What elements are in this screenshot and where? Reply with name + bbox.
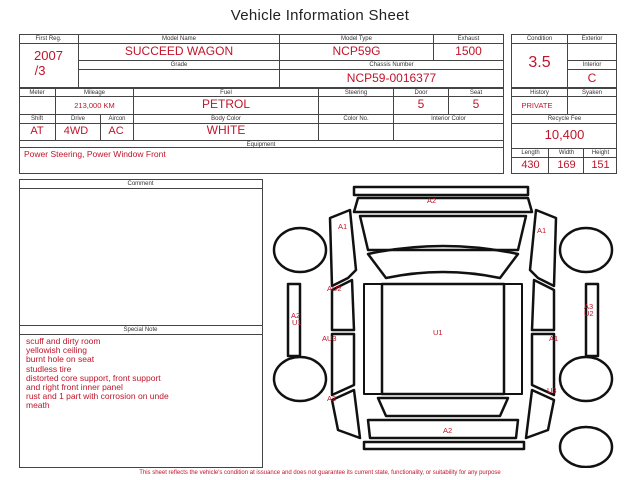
first-reg-year-value: 2007	[34, 48, 63, 63]
color-no-label: Color No.	[343, 116, 369, 122]
width-label: Width	[558, 150, 575, 156]
length-label: Length	[521, 150, 540, 156]
mileage-label: Mileage	[83, 90, 105, 96]
damage-mark-front-bumper: A2	[427, 196, 437, 205]
damage-mark-right-rocker-a: A3	[584, 302, 594, 311]
history-value: PRIVATE	[521, 101, 553, 110]
body-color-value: WHITE	[206, 123, 246, 137]
equipment-value: Power Steering, Power Window Front	[24, 149, 166, 159]
special-note-label: Special Note	[123, 327, 158, 333]
drive-value: 4WD	[63, 125, 89, 137]
body-color-label: Body Color	[211, 116, 241, 122]
car-damage-diagram	[268, 180, 618, 468]
length-value: 430	[521, 159, 540, 171]
damage-mark-right-rear-fender: U3	[547, 386, 557, 395]
door-label: Door	[414, 90, 428, 96]
door-value: 5	[417, 97, 425, 111]
interior-grade: C	[587, 71, 597, 85]
aircon-value: AC	[108, 125, 124, 137]
chassis-number-value: NCP59-0016377	[346, 71, 437, 85]
exhaust-value: 1500	[455, 44, 482, 58]
condition-score: 3.5	[528, 54, 551, 71]
chassis-number-label: Chassis Number	[369, 62, 414, 68]
fuel-value: PETROL	[201, 97, 250, 111]
model-type-value: NCP59G	[332, 44, 381, 58]
fuel-label: Fuel	[220, 90, 232, 96]
damage-mark-left-front-door: AU2	[327, 284, 342, 293]
damage-mark-rear-bumper: A2	[443, 426, 453, 435]
mileage-value: 213,000 KM	[74, 101, 115, 110]
syaken-label: Syaken	[581, 90, 602, 96]
model-type-label: Model Type	[341, 36, 372, 42]
sheet-title: Vehicle Information Sheet	[230, 7, 410, 24]
damage-mark-left-rear-fender: A2	[327, 394, 337, 403]
damage-mark-right-rear-door: A1	[549, 334, 559, 343]
recycle-fee-value: 10,400	[544, 127, 585, 142]
recycle-fee-label: Recycle Fee	[547, 116, 582, 122]
width-value: 169	[557, 159, 576, 171]
comment-label: Comment	[127, 181, 154, 187]
exhaust-label: Exhaust	[457, 36, 480, 42]
height-value: 151	[591, 159, 610, 171]
first-reg-label: First Reg.	[35, 36, 62, 42]
exterior-label: Exterior	[581, 36, 603, 42]
steering-label: Steering	[344, 90, 368, 96]
damage-mark-roof: U1	[433, 328, 443, 337]
damage-mark-left-front-fender: A1	[338, 222, 348, 231]
interior-color-label: Interior Color	[431, 116, 466, 122]
shift-label: Shift	[30, 116, 43, 122]
seat-value: 5	[472, 97, 480, 111]
first-reg-month-value: /3	[34, 63, 46, 78]
special-notes-text: scuff and dirty room yellowish ceiling burnt hole on seat studless tire distorted core support, front support and right front inner panel rust and 1 part with corrosion on unde meath	[26, 336, 169, 411]
drive-label: Drive	[70, 116, 85, 122]
damage-mark-left-rocker-b: U1	[292, 318, 302, 327]
damage-mark-right-front-fender: A1	[537, 226, 547, 235]
meter-label: Meter	[29, 90, 45, 96]
interior-label: Interior	[582, 62, 602, 68]
damage-mark-right-rocker-b: U2	[584, 309, 594, 318]
height-label: Height	[591, 150, 610, 156]
damage-mark-left-rocker-a: A2	[291, 311, 301, 320]
equipment-label: Equipment	[246, 142, 276, 148]
aircon-label: Aircon	[108, 116, 126, 122]
disclaimer-footer: This sheet reflects the vehicle's condition at issuance and does not guarantee its current state, functionality, or suitability for any purpose	[139, 470, 501, 476]
model-name-value: SUCCEED WAGON	[124, 44, 234, 58]
condition-label: Condition	[526, 36, 553, 42]
seat-label: Seat	[469, 90, 483, 96]
model-name-label: Model Name	[161, 36, 196, 42]
history-label: History	[530, 90, 549, 96]
shift-value: AT	[30, 125, 44, 137]
grade-label: Grade	[170, 62, 188, 68]
damage-mark-left-rear-door: AU3	[322, 334, 337, 343]
